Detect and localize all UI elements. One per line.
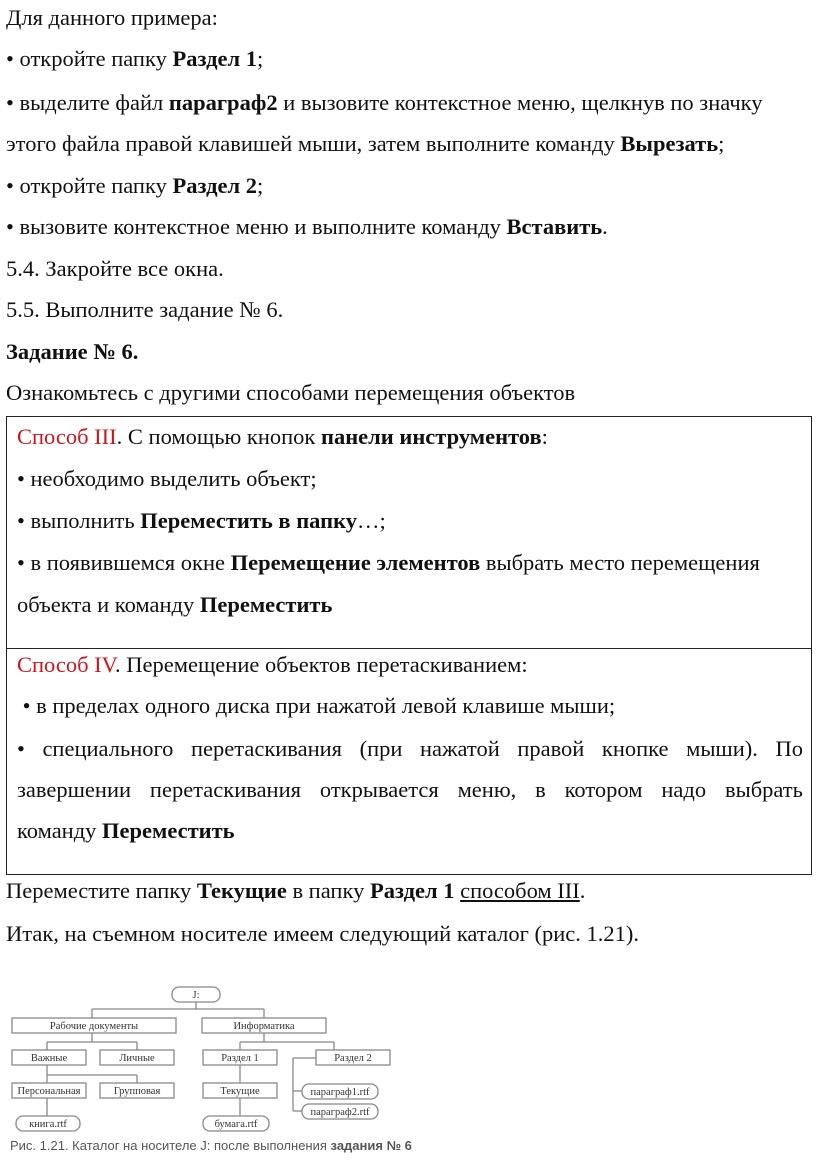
method-4-step2-cont: завершении перетаскивания открывается меню, в котором надо выбрать (17, 777, 803, 802)
step-paste: • вызовите контекстное меню и выполните команду Вставить. (6, 214, 608, 239)
method-4-step2-end: команду Переместить (17, 818, 235, 843)
step-cut-paragraph2: • выделите файл параграф2 и вызовите контекстное меню, щелкнув по значку (6, 90, 763, 115)
method-3-step1: • необходимо выделить объект; (17, 466, 317, 491)
svg-text:Раздел 2: Раздел 2 (334, 1053, 372, 1064)
method-4-title: Способ IV. Перемещение объектов перетаскиванием: (17, 652, 528, 677)
catalog-intro: Итак, на съемном носителе имеем следующий каталог (рис. 1.21). (6, 921, 639, 946)
directory-tree (0, 980, 816, 1160)
svg-text:параграф2.rtf: параграф2.rtf (310, 1107, 370, 1118)
svg-text:бумага.rtf: бумага.rtf (214, 1119, 258, 1130)
svg-text:Групповая: Групповая (113, 1086, 161, 1097)
method-3-box (6, 416, 812, 649)
instruction-move-current: Переместите папку Текущие в папку Раздел 1 способом III. (6, 878, 586, 903)
method-4-step1: • в пределах одного диска при нажатой левой клавише мыши; (17, 693, 616, 718)
step-open-section2: • откройте папку Раздел 2; (6, 173, 264, 198)
svg-text:Информатика: Информатика (233, 1021, 295, 1032)
task-6-intro: Ознакомьтесь с другими способами перемещения объектов (6, 380, 576, 405)
svg-text:Текущие: Текущие (220, 1086, 260, 1097)
step-cut-paragraph2-cont: этого файла правой клавишей мыши, затем выполните команду Вырезать; (6, 131, 725, 156)
svg-text:Раздел 1: Раздел 1 (221, 1053, 259, 1064)
method-4-step2: • специального перетаскивания (при нажатой правой кнопке мыши). По (17, 736, 803, 761)
method-3-title: Способ III. С помощью кнопок панели инструментов: (17, 424, 548, 449)
figure-caption: Рис. 1.21. Каталог на носителе J: после выполнения задания № 6 (10, 1138, 412, 1153)
method-4-box (6, 648, 812, 875)
svg-text:параграф1.rtf: параграф1.rtf (310, 1087, 370, 1098)
method-3-step3-cont: объекта и команду Переместить (17, 592, 333, 617)
svg-text:Персональная: Персональная (17, 1086, 81, 1097)
step-open-section1: • откройте папку Раздел 1; (6, 46, 264, 71)
task-6-heading: Задание № 6. (6, 339, 139, 364)
step-5-4: 5.4. Закройте все окна. (6, 256, 224, 281)
svg-text:Рабочие документы: Рабочие документы (49, 1021, 139, 1032)
svg-text:книга.rtf: книга.rtf (29, 1119, 67, 1130)
step-5-5: 5.5. Выполните задание № 6. (6, 297, 284, 322)
svg-text:Важные: Важные (30, 1053, 68, 1064)
svg-text:J:: J: (192, 990, 200, 1001)
method-3-step3: • в появившемся окне Перемещение элементов выбрать место перемещения (17, 550, 760, 575)
intro-line: Для данного примера: (6, 5, 218, 30)
svg-text:Личные: Личные (119, 1053, 155, 1064)
method-3-step2: • выполнить Переместить в папку…; (17, 508, 386, 533)
